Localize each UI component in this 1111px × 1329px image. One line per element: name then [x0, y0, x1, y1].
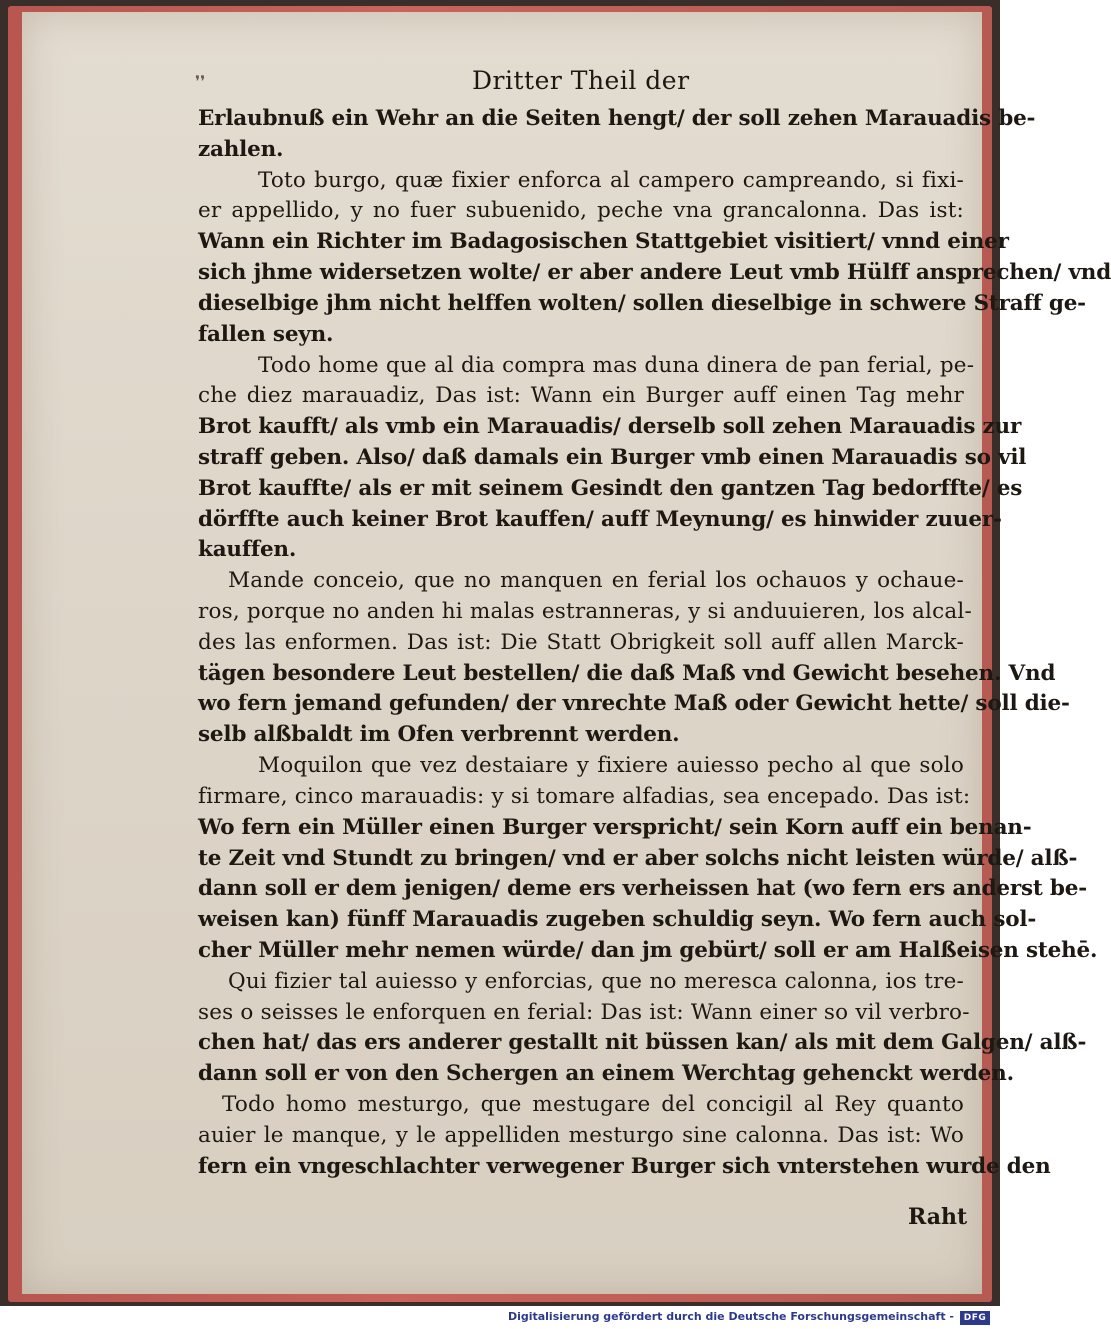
text-line: tägen besondere Leut bestellen/ die daß Maß vnd Gewicht besehen. Vnd	[198, 660, 1056, 686]
text-block	[198, 104, 1111, 1182]
text-line: Wo fern ein Müller einen Burger verspricht/ sein Korn auff ein benan-	[198, 814, 1032, 840]
text-line: te Zeit vnd Stundt zu bringen/ vnd er aber solchs nicht leisten würde/ alß-	[198, 845, 1078, 871]
catchword: Raht	[908, 1204, 968, 1230]
text-line: Toto burgo, quæ fixier enforca al campero campreando, si fixi-	[258, 167, 964, 193]
text-line: Moquilon que vez destaiare y fixiere auiesso pecho al que solo	[258, 753, 964, 779]
text-line: straff geben. Also/ daß damals ein Burger vmb einen Marauadis so vil	[198, 444, 1027, 470]
dfg-logo: DFG	[960, 1311, 990, 1325]
text-line: zahlen.	[198, 136, 284, 162]
text-line: Brot kaufft/ als vmb ein Marauadis/ derselb soll zehen Marauadis zur	[198, 414, 1022, 440]
text-line: Wann ein Richter im Badagosischen Stattgebiet visitiert/ vnnd einer	[198, 229, 1009, 255]
text-line: auier le manque, y le appelliden mesturgo sine calonna. Das ist: Wo	[198, 1122, 964, 1148]
footer-bar	[0, 1308, 1000, 1329]
text-line: fallen seyn.	[198, 321, 334, 347]
text-line: fern ein vngeschlachter verwegener Burger sich vnterstehen wurde den	[198, 1153, 1051, 1179]
text-line: Todo homo mesturgo, que mestugare del concigil al Rey quanto	[222, 1092, 964, 1117]
text-line: dann soll er dem jenigen/ deme ers verheissen hat (wo fern ers anderst be-	[198, 876, 1087, 902]
text-line: weisen kan) fünff Marauadis zugeben schuldig seyn. Wo fern auch sol-	[198, 907, 1037, 933]
page-marks: ❜❜	[195, 72, 206, 91]
text-line: ros, porque no anden hi malas estranneras, y si anduuieren, los alcal-	[198, 599, 972, 624]
text-line: kauffen.	[198, 537, 297, 563]
text-line: dörffte auch keiner Brot kauffen/ auff Meynung/ es hinwider zuuer-	[198, 506, 1002, 532]
text-line: firmare, cinco marauadis: y si tomare alfadias, sea encepado. Das ist:	[198, 783, 971, 809]
text-line: wo fern jemand gefunden/ der vnrechte Maß oder Gewicht hette/ soll die-	[198, 691, 1070, 717]
text-line: Erlaubnuß ein Wehr an die Seiten hengt/ der soll zehen Marauadis be-	[198, 106, 1036, 131]
text-line: Qui fizier tal auiesso y enforcias, que no meresca calonna, ios tre-	[228, 968, 964, 994]
text-line: Brot kauffte/ als er mit seinem Gesindt den gantzen Tag bedorffte/ es	[198, 475, 1023, 501]
running-head: Dritter Theil der	[472, 66, 690, 95]
text-line: sich jhme widersetzen wolte/ er aber andere Leut vmb Hülff ansprechen/ vnd	[198, 260, 1111, 286]
text-line: er appellido, y no fuer subuenido, peche vna grancalonna. Das ist:	[198, 198, 964, 224]
text-line: Mande conceio, que no manquen en ferial los ochauos y ochaue-	[228, 568, 964, 594]
text-line: ses o seisses le enforquen en ferial: Das ist: Wann einer so vil verbro-	[198, 999, 970, 1025]
text-line: des las enformen. Das ist: Die Statt Obrigkeit soll auff allen Marck-	[198, 629, 964, 655]
text-line: cher Müller mehr nemen würde/ dan jm gebürt/ soll er am Halßeisen stehē.	[198, 937, 1098, 963]
text-line: dann soll er von den Schergen an einem Werchtag gehenckt werden.	[198, 1061, 1014, 1087]
text-line: dieselbige jhm nicht helffen wolten/ sollen dieselbige in schwere Straff ge-	[198, 290, 1086, 316]
text-line: selb alßbaldt im Ofen verbrennt werden.	[198, 722, 680, 748]
text-line: Todo home que al dia compra mas duna dinera de pan ferial, pe-	[258, 352, 975, 378]
text-line: chen hat/ das ers anderer gestallt nit büssen kan/ als mit dem Galgen/ alß-	[198, 1030, 1087, 1056]
text-line: che diez marauadiz, Das ist: Wann ein Burger auff einen Tag mehr	[198, 383, 964, 409]
funding-note: Digitalisierung gefördert durch die Deutsche Forschungsgemeinschaft -	[507, 1310, 954, 1323]
